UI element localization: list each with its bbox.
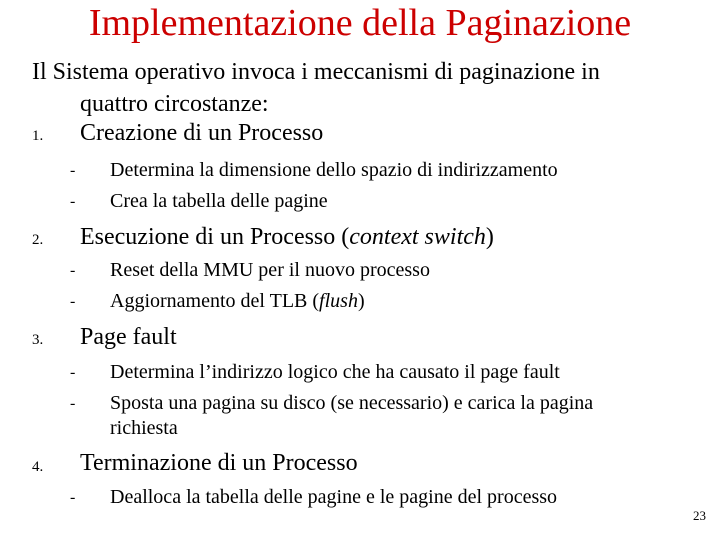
- section-1-number: 1.: [32, 128, 44, 144]
- bullet-dash: -: [70, 262, 76, 279]
- bullet-dash: -: [70, 489, 76, 506]
- section-3-heading: Page fault: [80, 324, 177, 350]
- section-3-item-1: Determina l’indirizzo logico che ha causato il page fault: [110, 361, 560, 383]
- section-2-item-1: Reset della MMU per il nuovo processo: [110, 259, 430, 281]
- bullet-dash: -: [70, 395, 76, 412]
- section-2-heading: [80, 224, 494, 251]
- intro-line-2: quattro circostanze:: [80, 91, 269, 117]
- section-2-heading-emphasis: context switch: [349, 224, 486, 250]
- section-2-item-2: [110, 289, 365, 313]
- bullet-dash: -: [70, 162, 76, 179]
- slide-title: Implementazione della Paginazione: [88, 2, 632, 44]
- section-4-number: 4.: [32, 459, 44, 475]
- section-2-item-2-emphasis: flush: [319, 290, 358, 312]
- section-3-item-2-line-2: richiesta: [110, 417, 178, 439]
- intro-line-1: Il Sistema operativo invoca i meccanismi di paginazione in: [32, 59, 600, 85]
- section-2-heading-text: Esecuzione di un Processo (: [80, 224, 350, 250]
- section-1-item-2: Crea la tabella delle pagine: [110, 190, 328, 212]
- section-2-item-2-text: Aggiornamento del TLB (: [110, 290, 320, 312]
- section-4-item-1: Dealloca la tabella delle pagine e le pagine del processo: [110, 486, 558, 508]
- section-2-number: 2.: [32, 232, 44, 248]
- bullet-dash: -: [70, 293, 76, 310]
- section-2-item-2-close: ): [357, 290, 365, 312]
- page-number: 23: [693, 508, 706, 523]
- section-1-heading: Creazione di un Processo: [80, 120, 324, 146]
- bullet-dash: -: [70, 364, 76, 381]
- section-3-number: 3.: [32, 332, 44, 348]
- section-4-heading: Terminazione di un Processo: [80, 450, 358, 476]
- section-1-item-1: Determina la dimensione dello spazio di indirizzamento: [110, 159, 558, 181]
- bullet-dash: -: [70, 193, 76, 210]
- section-3-item-2-line-1: Sposta una pagina su disco (se necessario) e carica la pagina: [110, 392, 594, 414]
- section-2-heading-close: ): [485, 224, 494, 250]
